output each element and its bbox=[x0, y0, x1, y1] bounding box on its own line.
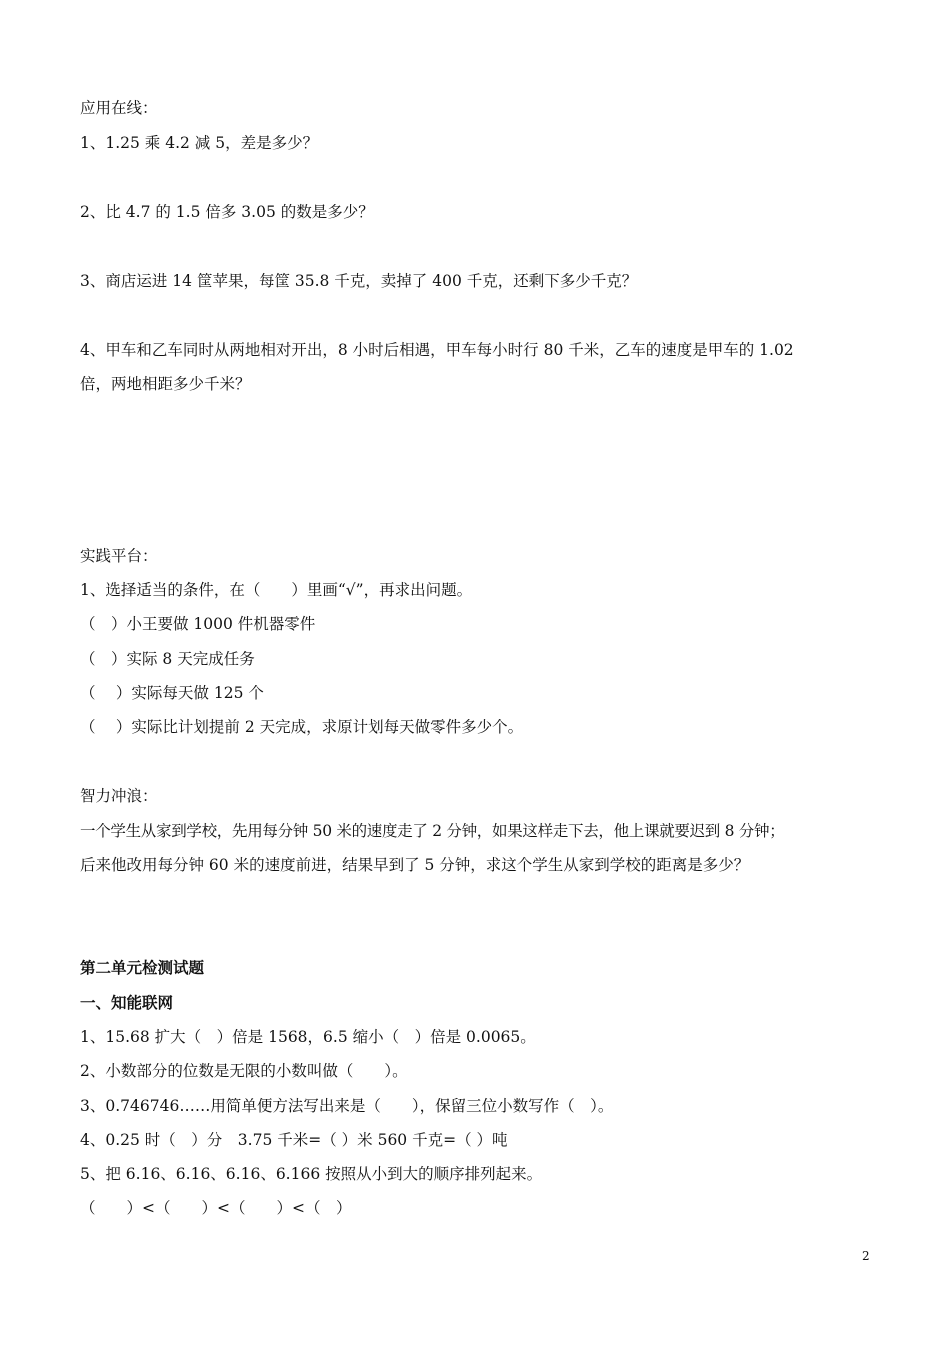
unit-part1-heading: 一、知能联网 bbox=[80, 993, 174, 1012]
unit-title: 第二单元检测试题 bbox=[80, 958, 205, 977]
unit-question-5: 5、把 6.16、6.16、6.16、6.166 按照从小到大的顺序排列起来。 bbox=[80, 1165, 543, 1183]
page-number: 2 bbox=[862, 1249, 870, 1263]
brain-question-line1: 一个学生从家到学校，先用每分钟 50 米的速度走了 2 分钟，如果这样走下去，他上课就要迟到 8 分钟； bbox=[80, 822, 785, 840]
section-practice-heading: 实践平台： bbox=[80, 547, 158, 565]
applied-question-2: 2、比 4.7 的 1.5 倍多 3.05 的数是多少？ bbox=[80, 203, 374, 221]
section-brain-heading: 智力冲浪： bbox=[80, 787, 158, 805]
practice-option-2: （ ）实际 8 天完成任务 bbox=[80, 650, 255, 668]
unit-question-4: 4、0.25 时（ ）分 3.75 千米=（ ）米 560 千克=（ ）吨 bbox=[80, 1131, 508, 1149]
applied-question-1: 1、1.25 乘 4.2 减 5，差是多少？ bbox=[80, 134, 319, 152]
practice-option-3: （ ）实际每天做 125 个 bbox=[80, 684, 264, 702]
section-applied-heading: 应用在线： bbox=[80, 99, 158, 117]
practice-question-1: 1、选择适当的条件，在（ ）里画“√”，再求出问题。 bbox=[80, 581, 473, 599]
applied-question-4-line2: 倍，两地相距多少千米？ bbox=[80, 375, 251, 393]
applied-question-3: 3、商店运进 14 筐苹果，每筐 35.8 千克，卖掉了 400 千克，还剩下多少千克？ bbox=[80, 272, 638, 290]
unit-question-5-blanks: （ ）<（ ）<（ ）<（ ） bbox=[80, 1199, 352, 1217]
unit-question-1: 1、15.68 扩大（ ）倍是 1568，6.5 缩小（ ）倍是 0.0065。 bbox=[80, 1028, 536, 1046]
practice-option-1: （ ）小王要做 1000 件机器零件 bbox=[80, 615, 316, 633]
brain-question-line2: 后来他改用每分钟 60 米的速度前进，结果早到了 5 分钟，求这个学生从家到学校的距离是多少？ bbox=[80, 856, 750, 874]
practice-option-4: （ ）实际比计划提前 2 天完成，求原计划每天做零件多少个。 bbox=[80, 718, 524, 736]
unit-question-2: 2、小数部分的位数是无限的小数叫做（ ）。 bbox=[80, 1062, 408, 1080]
applied-question-4-line1: 4、甲车和乙车同时从两地相对开出，8 小时后相遇，甲车每小时行 80 千米，乙车的速度是甲车的 1.02 bbox=[80, 341, 794, 359]
unit-question-3: 3、0.746746……用简单便方法写出来是（ ），保留三位小数写作（ ）。 bbox=[80, 1097, 614, 1115]
